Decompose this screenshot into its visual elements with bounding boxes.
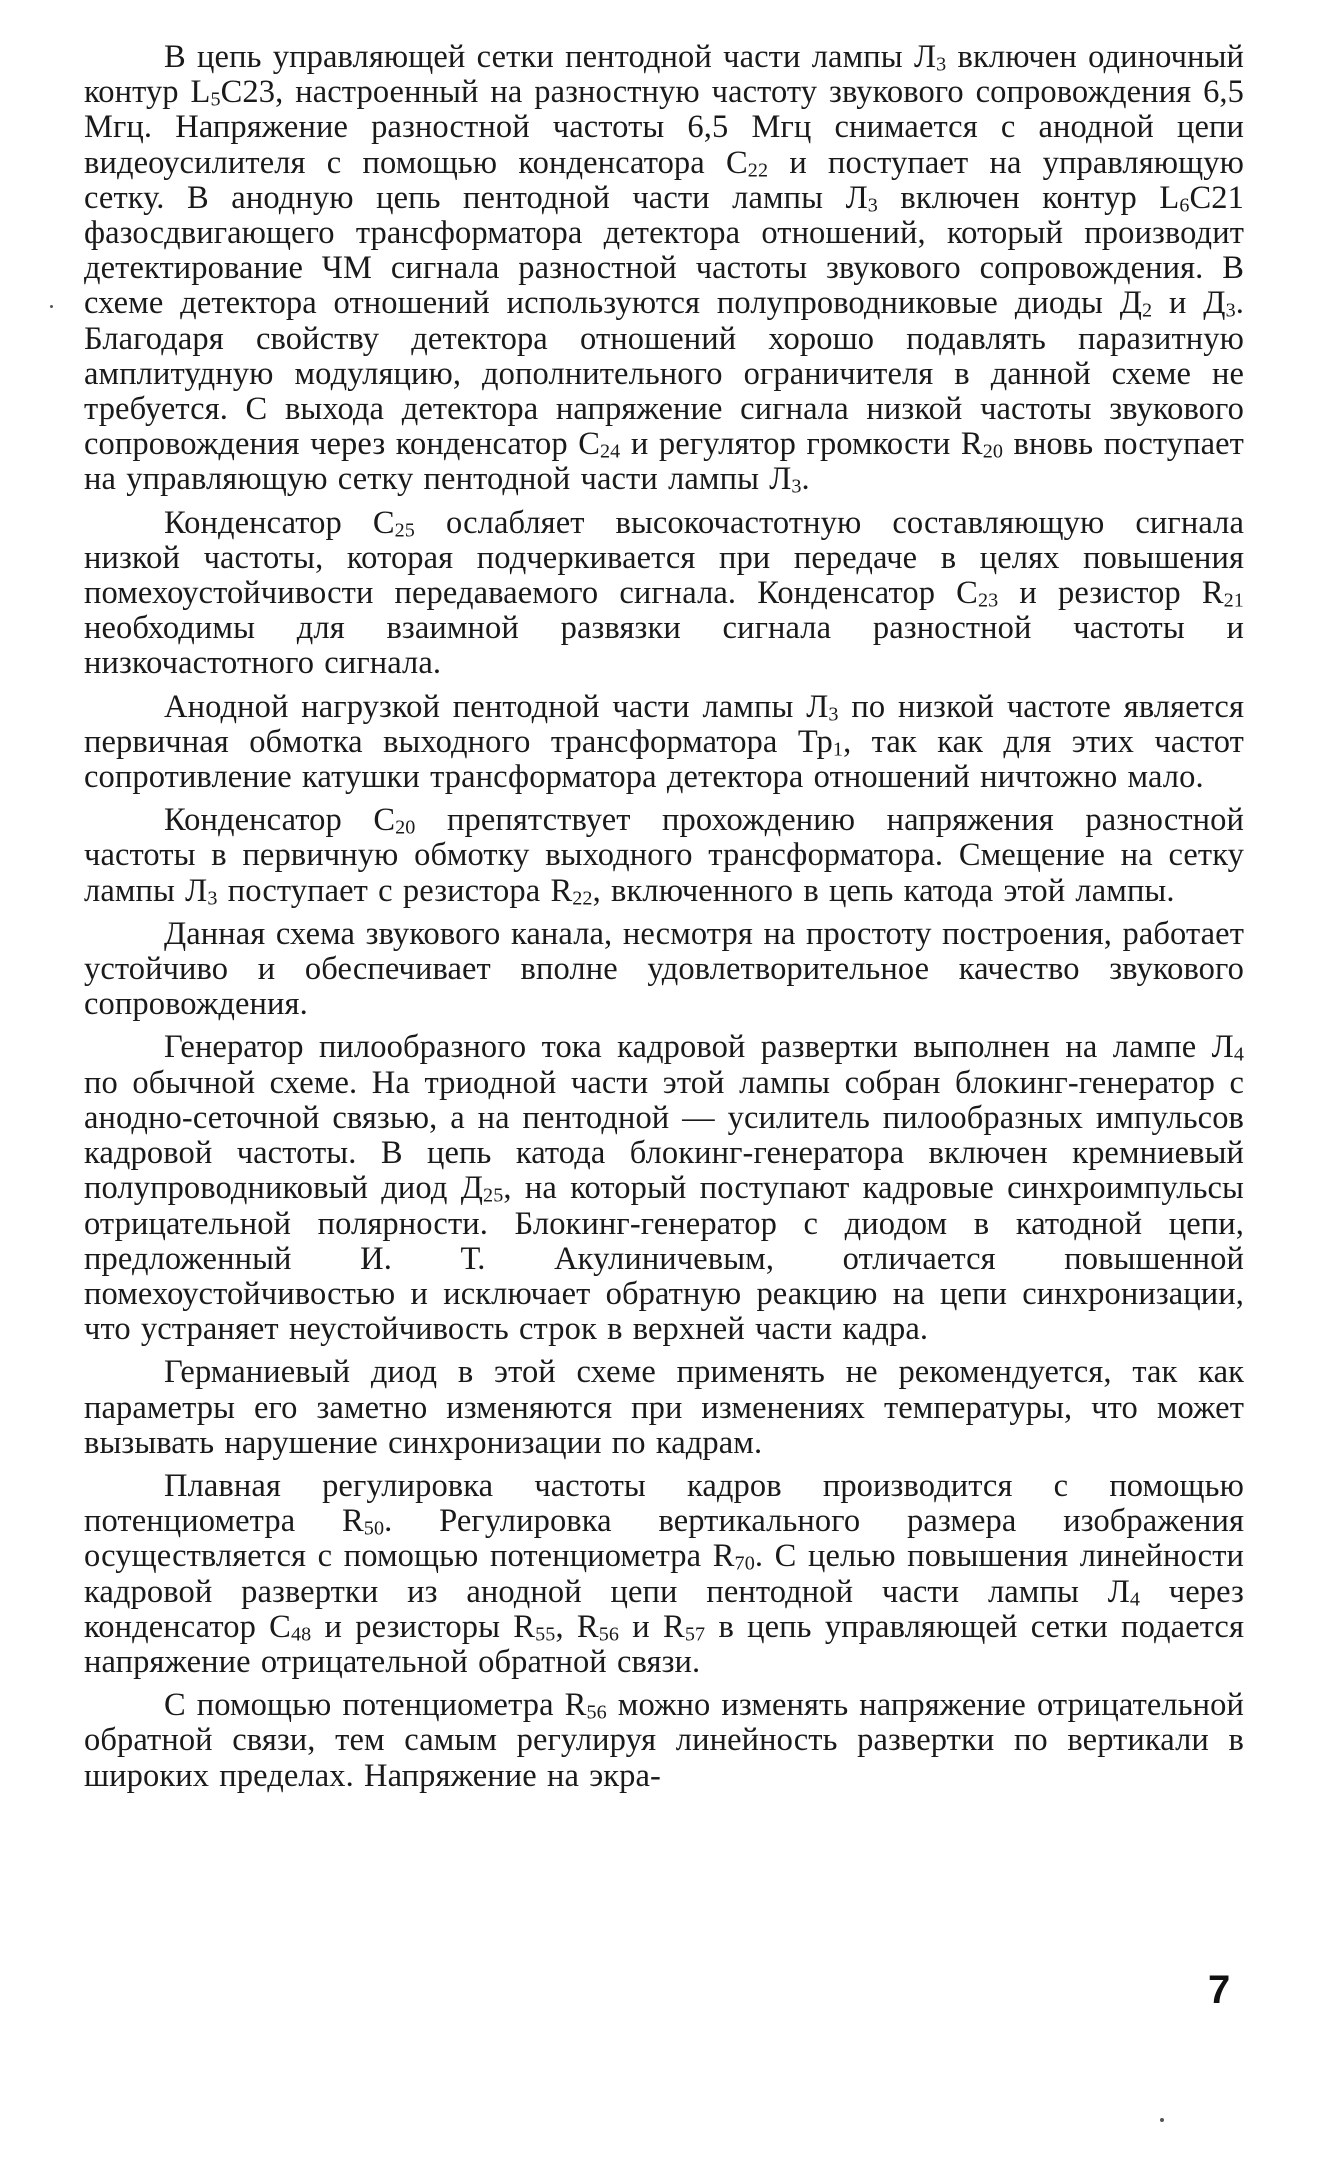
scan-speck (50, 305, 53, 308)
paragraph-3: Анодной нагрузкой пентодной части лампы Л3 по низкой частоте является первичная обмотка выходного трансформатора Тр1, так как для этих частот сопротивление катушки трансформатора детектора отношений ничтожно мало. (84, 688, 1245, 796)
paragraph-9: С помощью потенциометра R56 можно изменять напряжение отрицательной обратной связи, тем самым регулируя линейность развертки по вертикали в широких пределах. Напряжение на экра- (84, 1687, 1244, 1794)
scan-speck (1160, 2118, 1164, 2122)
paragraph-5: Данная схема звукового канала, несмотря на простоту построения, работает устойчиво и обеспечивает вполне удовлетворительное качество звукового сопровождения. (84, 915, 1244, 1023)
page-body (84, 40, 1244, 1794)
paragraph-6: Генератор пилообразного тока кадровой развертки выполнен на лампе Л4 по обычной схеме. На триодной части этой лампы собран блокинг-генератор с анодно-сеточной связью, а на пентодной — усилитель пилообразных импульсов кадровой частоты. В цепь катода блокинг-генератора включен кремниевый полупроводниковый диод Д25, на который поступают кадровые синхроимпульсы отрицательной полярности. Блокинг-генератор с диодом в катодной цепи, предложенный И. Т. Акулиничевым, отличается повышенной помехоустойчивостью и исключает обратную реакцию на цепи синхронизации, что устраняет неустойчивость строк в верхней части кадра. (84, 1029, 1244, 1348)
paragraph-4: Конденсатор C20 препятствует прохождению напряжения разностной частоты в первичную обмотку выходного трансформатора. Смещение на сетку лампы Л3 поступает с резистора R22, включенного в цепь катода этой лампы. (84, 802, 1244, 910)
paragraph-8: Плавная регулировка частоты кадров производится с помощью потенциометра R50. Регулировка вертикального размера изображения осуществляется с помощью потенциометра R70. С целью повышения линейности кадровой развертки из анодной цепи пентодной части лампы Л4 через конденсатор C48 и резисторы R55, R56 и R57 в цепь управляющей сетки подается напряжение отрицательной обратной связи. (84, 1467, 1244, 1680)
paragraph-7: Германиевый диод в этой схеме применять не рекомендуется, так как параметры его заметно изменяются при изменениях температуры, что может вызывать нарушение синхронизации по кадрам. (84, 1354, 1244, 1461)
paragraph-2: Конденсатор C25 ослабляет высокочастотную составляющую сигнала низкой частоты, которая подчеркивается при передаче в целях повышения помехоустойчивости передаваемого сигнала. Конденсатор C23 и резистор R21 необходимы для взаимной развязки сигнала разностной частоты и низкочастотного сигнала. (84, 504, 1244, 682)
paragraph-1: В цепь управляющей сетки пентодной части лампы Л3 включен одиночный контур L5C23, настроенный на разностную частоту звукового сопровождения 6,5 Мгц. Напряжение разностной частоты 6,5 Мгц снимается с анодной цепи видеоусилителя с помощью конденсатора C22 и поступает на управляющую сетку. В анодную цепь пентодной части лампы Л3 включен контур L6C21 фазосдвигающего трансформатора детектора отношений, который производит детектирование ЧМ сигнала разностной частоты звукового сопровождения. В схеме детектора отношений используются полупроводниковые диоды Д2 и Д3. Благодаря свойству детектора отношений хорошо подавлять паразитную амплитудную модуляцию, дополнительного ограничителя в данной схеме не требуется. С выхода детектора напряжение сигнала низкой частоты звукового сопровождения через конденсатор C24 и регулятор громкости R20 вновь поступает на управляющую сетку пентодной части лампы Л3. (84, 39, 1244, 499)
page-number: 7 (1208, 1968, 1231, 2012)
